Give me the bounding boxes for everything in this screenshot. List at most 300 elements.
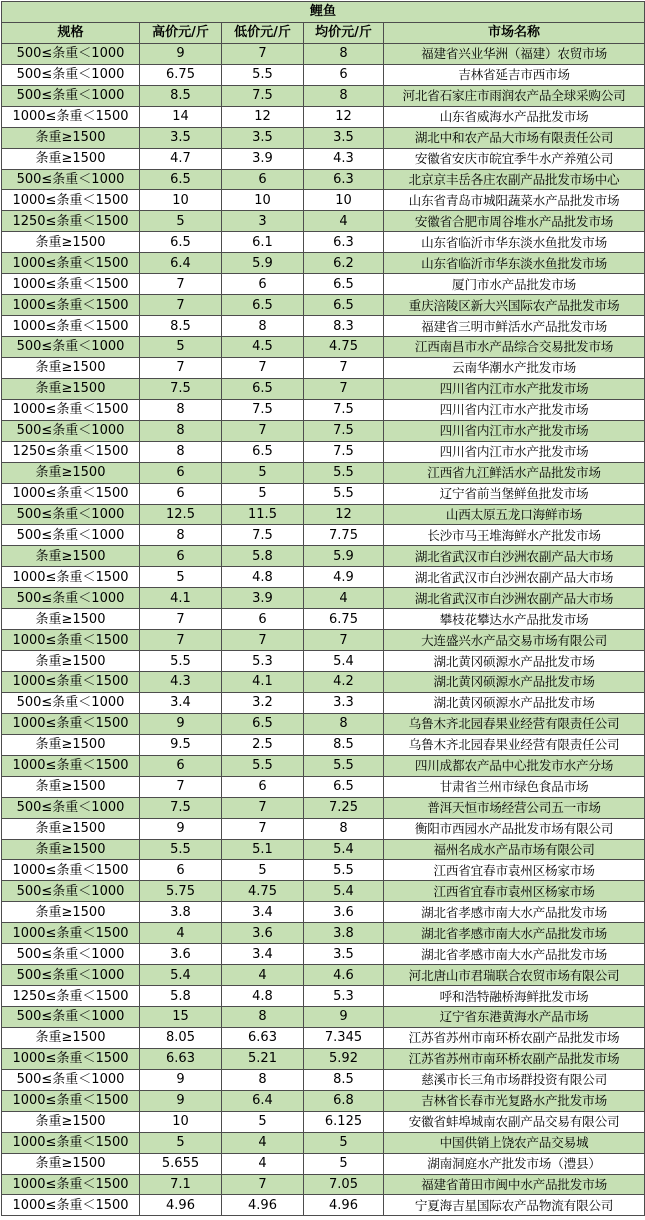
cell-high-price: 5: [140, 211, 222, 232]
cell-low-price: 6.5: [222, 441, 304, 462]
cell-low-price: 5.5: [222, 755, 304, 776]
cell-avg-price: 4.2: [304, 672, 384, 693]
cell-low-price: 6: [222, 609, 304, 630]
cell-spec: 1000≤条重＜1500: [2, 672, 140, 693]
cell-high-price: 8.5: [140, 85, 222, 106]
cell-market-name: 安徽省合肥市周谷堆水产品批发市场: [384, 211, 645, 232]
cell-low-price: 3: [222, 211, 304, 232]
cell-high-price: 6.4: [140, 253, 222, 274]
table-row: [2, 755, 645, 776]
cell-high-price: 5.5: [140, 651, 222, 672]
cell-market-name: 山西太原五龙口海鲜市场: [384, 504, 645, 525]
cell-high-price: 7: [140, 274, 222, 295]
header-avg-price: 均价元/斤: [304, 22, 384, 43]
cell-avg-price: 4.3: [304, 148, 384, 169]
cell-avg-price: 6.75: [304, 609, 384, 630]
cell-low-price: 3.9: [222, 148, 304, 169]
cell-market-name: 四川省内江市水产批发市场: [384, 441, 645, 462]
cell-high-price: 8: [140, 399, 222, 420]
cell-avg-price: 6.2: [304, 253, 384, 274]
cell-high-price: 5.5: [140, 839, 222, 860]
cell-market-name: 北京京丰岳各庄农副产品批发市场中心: [384, 169, 645, 190]
cell-spec: 500≤条重＜1000: [2, 797, 140, 818]
table-row: [2, 504, 645, 525]
cell-spec: 500≤条重＜1000: [2, 881, 140, 902]
cell-low-price: 2.5: [222, 734, 304, 755]
cell-high-price: 12.5: [140, 504, 222, 525]
table-row: [2, 902, 645, 923]
cell-avg-price: 7: [304, 357, 384, 378]
cell-spec: 条重≥1500: [2, 462, 140, 483]
table-row: [2, 253, 645, 274]
cell-high-price: 4.96: [140, 1195, 222, 1216]
cell-spec: 1000≤条重＜1500: [2, 1090, 140, 1111]
cell-spec: 500≤条重＜1000: [2, 43, 140, 64]
cell-low-price: 5.1: [222, 839, 304, 860]
cell-low-price: 6: [222, 169, 304, 190]
cell-spec: 条重≥1500: [2, 546, 140, 567]
cell-market-name: 湖北省孝感市南大水产品批发市场: [384, 944, 645, 965]
cell-spec: 1000≤条重＜1500: [2, 399, 140, 420]
cell-market-name: 云南华潮水产批发市场: [384, 357, 645, 378]
cell-low-price: 11.5: [222, 504, 304, 525]
cell-spec: 500≤条重＜1000: [2, 337, 140, 358]
cell-spec: 500≤条重＜1000: [2, 525, 140, 546]
cell-market-name: 四川省内江市水产批发市场: [384, 420, 645, 441]
table-row: [2, 462, 645, 483]
cell-low-price: 4.75: [222, 881, 304, 902]
cell-market-name: 山东省临沂市华东淡水鱼批发市场: [384, 253, 645, 274]
cell-low-price: 4: [222, 1153, 304, 1174]
cell-avg-price: 7.5: [304, 399, 384, 420]
cell-market-name: 湖北黄冈硕源水产品批发市场: [384, 651, 645, 672]
cell-low-price: 4: [222, 965, 304, 986]
cell-market-name: 吉林省延吉市西市场: [384, 64, 645, 85]
cell-market-name: 湖北省孝感市南大水产品批发市场: [384, 923, 645, 944]
cell-spec: 条重≥1500: [2, 1027, 140, 1048]
cell-market-name: 四川省内江市水产批发市场: [384, 399, 645, 420]
cell-market-name: 江西省宜春市袁州区杨家市场: [384, 860, 645, 881]
cell-avg-price: 6.5: [304, 274, 384, 295]
cell-spec: 1000≤条重＜1500: [2, 755, 140, 776]
cell-market-name: 湖北省孝感市南大水产品批发市场: [384, 902, 645, 923]
table-row: [2, 839, 645, 860]
cell-spec: 1250≤条重＜1500: [2, 211, 140, 232]
cell-low-price: 5.5: [222, 64, 304, 85]
cell-market-name: 湖北省武汉市白沙洲农副产品大市场: [384, 567, 645, 588]
cell-spec: 500≤条重＜1000: [2, 1069, 140, 1090]
cell-high-price: 3.6: [140, 944, 222, 965]
cell-spec: 条重≥1500: [2, 1153, 140, 1174]
cell-avg-price: 8: [304, 85, 384, 106]
cell-high-price: 15: [140, 1007, 222, 1028]
cell-avg-price: 7.345: [304, 1027, 384, 1048]
title-row: [2, 2, 645, 23]
cell-spec: 1000≤条重＜1500: [2, 316, 140, 337]
cell-spec: 条重≥1500: [2, 1111, 140, 1132]
table-row: [2, 169, 645, 190]
cell-avg-price: 4: [304, 588, 384, 609]
cell-market-name: 福建省三明市鲜活水产品批发市场: [384, 316, 645, 337]
cell-high-price: 6: [140, 755, 222, 776]
cell-high-price: 6.75: [140, 64, 222, 85]
table-row: [2, 923, 645, 944]
cell-market-name: 福建省莆田市闽中水产品批发市场: [384, 1174, 645, 1195]
table-row: [2, 295, 645, 316]
cell-high-price: 3.4: [140, 692, 222, 713]
cell-high-price: 7: [140, 609, 222, 630]
cell-high-price: 6.5: [140, 232, 222, 253]
cell-high-price: 4.3: [140, 672, 222, 693]
cell-market-name: 江苏省苏州市南环桥农副产品批发市场: [384, 1027, 645, 1048]
table-row: [2, 1153, 645, 1174]
table-row: [2, 211, 645, 232]
table-row: [2, 1048, 645, 1069]
cell-low-price: 4.8: [222, 986, 304, 1007]
table-row: [2, 1069, 645, 1090]
header-low-price: 低价元/斤: [222, 22, 304, 43]
cell-avg-price: 9: [304, 1007, 384, 1028]
table-row: [2, 378, 645, 399]
cell-high-price: 7: [140, 357, 222, 378]
table-row: [2, 567, 645, 588]
header-high-price: 高价元/斤: [140, 22, 222, 43]
table-row: [2, 818, 645, 839]
cell-low-price: 8: [222, 1069, 304, 1090]
cell-low-price: 6.5: [222, 378, 304, 399]
cell-avg-price: 5.5: [304, 860, 384, 881]
cell-low-price: 7.5: [222, 85, 304, 106]
cell-low-price: 7: [222, 818, 304, 839]
cell-avg-price: 5: [304, 1132, 384, 1153]
cell-avg-price: 8: [304, 43, 384, 64]
cell-low-price: 4: [222, 1132, 304, 1153]
cell-high-price: 5: [140, 337, 222, 358]
cell-high-price: 9: [140, 713, 222, 734]
cell-spec: 500≤条重＜1000: [2, 965, 140, 986]
cell-avg-price: 7.75: [304, 525, 384, 546]
cell-low-price: 3.2: [222, 692, 304, 713]
cell-spec: 条重≥1500: [2, 651, 140, 672]
cell-high-price: 8.5: [140, 316, 222, 337]
header-market-name: 市场名称: [384, 22, 645, 43]
table-row: [2, 316, 645, 337]
cell-low-price: 7: [222, 420, 304, 441]
cell-high-price: 4: [140, 923, 222, 944]
cell-avg-price: 5.4: [304, 881, 384, 902]
header-row: [2, 22, 645, 43]
cell-high-price: 5.75: [140, 881, 222, 902]
cell-market-name: 湖北省武汉市白沙洲农副产品大市场: [384, 588, 645, 609]
cell-spec: 500≤条重＜1000: [2, 420, 140, 441]
cell-market-name: 乌鲁木齐北园春果业经营有限责任公司: [384, 734, 645, 755]
table-row: [2, 525, 645, 546]
cell-high-price: 9: [140, 43, 222, 64]
cell-low-price: 7.5: [222, 525, 304, 546]
cell-market-name: 甘肃省兰州市绿色食品市场: [384, 776, 645, 797]
cell-spec: 1000≤条重＜1500: [2, 713, 140, 734]
cell-high-price: 5.4: [140, 965, 222, 986]
cell-spec: 1250≤条重＜1500: [2, 986, 140, 1007]
cell-low-price: 6.1: [222, 232, 304, 253]
cell-spec: 500≤条重＜1000: [2, 1007, 140, 1028]
cell-low-price: 3.6: [222, 923, 304, 944]
cell-low-price: 10: [222, 190, 304, 211]
cell-avg-price: 10: [304, 190, 384, 211]
cell-market-name: 长沙市马王堆海鲜水产批发市场: [384, 525, 645, 546]
table-row: [2, 1195, 645, 1216]
cell-market-name: 辽宁省东港黄海水产品市场: [384, 1007, 645, 1028]
cell-spec: 1000≤条重＜1500: [2, 567, 140, 588]
cell-spec: 条重≥1500: [2, 734, 140, 755]
cell-avg-price: 8.5: [304, 734, 384, 755]
cell-avg-price: 4.75: [304, 337, 384, 358]
table-row: [2, 483, 645, 504]
cell-high-price: 6.63: [140, 1048, 222, 1069]
cell-avg-price: 3.5: [304, 944, 384, 965]
cell-spec: 条重≥1500: [2, 609, 140, 630]
cell-avg-price: 7.5: [304, 441, 384, 462]
cell-spec: 500≤条重＜1000: [2, 85, 140, 106]
table-row: [2, 1174, 645, 1195]
cell-avg-price: 7.05: [304, 1174, 384, 1195]
cell-market-name: 大连盛兴水产品交易市场有限公司: [384, 630, 645, 651]
cell-low-price: 3.4: [222, 944, 304, 965]
cell-market-name: 湖北黄冈硕源水产品批发市场: [384, 672, 645, 693]
cell-market-name: 福建省兴业华洲（福建）农贸市场: [384, 43, 645, 64]
table-row: [2, 1007, 645, 1028]
cell-spec: 1000≤条重＜1500: [2, 274, 140, 295]
cell-high-price: 9.5: [140, 734, 222, 755]
cell-low-price: 6.4: [222, 1090, 304, 1111]
cell-high-price: 8.05: [140, 1027, 222, 1048]
cell-avg-price: 5.5: [304, 462, 384, 483]
table-row: [2, 420, 645, 441]
cell-low-price: 7: [222, 797, 304, 818]
cell-market-name: 山东省青岛市城阳蔬菜水产品批发市场: [384, 190, 645, 211]
cell-high-price: 5.8: [140, 986, 222, 1007]
cell-spec: 1000≤条重＜1500: [2, 1174, 140, 1195]
cell-avg-price: 7.5: [304, 420, 384, 441]
cell-market-name: 四川省内江市水产批发市场: [384, 378, 645, 399]
cell-spec: 500≤条重＜1000: [2, 504, 140, 525]
cell-high-price: 6: [140, 462, 222, 483]
cell-avg-price: 6.3: [304, 232, 384, 253]
cell-low-price: 8: [222, 316, 304, 337]
cell-avg-price: 3.3: [304, 692, 384, 713]
cell-low-price: 4.1: [222, 672, 304, 693]
table-row: [2, 881, 645, 902]
cell-avg-price: 3.8: [304, 923, 384, 944]
cell-high-price: 14: [140, 106, 222, 127]
cell-low-price: 3.5: [222, 127, 304, 148]
cell-low-price: 5.21: [222, 1048, 304, 1069]
cell-high-price: 6: [140, 860, 222, 881]
cell-market-name: 慈溪市长三角市场群投资有限公司: [384, 1069, 645, 1090]
table-row: [2, 274, 645, 295]
cell-low-price: 7: [222, 1174, 304, 1195]
cell-spec: 500≤条重＜1000: [2, 64, 140, 85]
table-row: [2, 1111, 645, 1132]
table-row: [2, 776, 645, 797]
cell-low-price: 6.5: [222, 295, 304, 316]
cell-avg-price: 5.92: [304, 1048, 384, 1069]
cell-spec: 条重≥1500: [2, 127, 140, 148]
cell-market-name: 吉林省长春市光复路水产批发市场: [384, 1090, 645, 1111]
cell-spec: 1000≤条重＜1500: [2, 630, 140, 651]
table-row: [2, 64, 645, 85]
table-title: 鲤鱼: [2, 2, 645, 23]
cell-low-price: 3.4: [222, 902, 304, 923]
cell-low-price: 6.63: [222, 1027, 304, 1048]
cell-spec: 1000≤条重＜1500: [2, 1195, 140, 1216]
table-row: [2, 546, 645, 567]
table-row: [2, 672, 645, 693]
cell-market-name: 湖北黄冈硕源水产品批发市场: [384, 692, 645, 713]
cell-spec: 1250≤条重＜1500: [2, 441, 140, 462]
cell-spec: 条重≥1500: [2, 357, 140, 378]
cell-high-price: 3.8: [140, 902, 222, 923]
cell-market-name: 厦门市水产品批发市场: [384, 274, 645, 295]
cell-avg-price: 8.5: [304, 1069, 384, 1090]
cell-avg-price: 4.96: [304, 1195, 384, 1216]
cell-high-price: 6.5: [140, 169, 222, 190]
table-row: [2, 127, 645, 148]
cell-market-name: 河北唐山市君瑞联合农贸市场有限公司: [384, 965, 645, 986]
cell-high-price: 6: [140, 546, 222, 567]
cell-spec: 条重≥1500: [2, 378, 140, 399]
cell-high-price: 4.1: [140, 588, 222, 609]
cell-high-price: 7: [140, 295, 222, 316]
cell-market-name: 山东省威海水产品批发市场: [384, 106, 645, 127]
cell-spec: 1000≤条重＜1500: [2, 923, 140, 944]
table-row: [2, 399, 645, 420]
table-row: [2, 860, 645, 881]
cell-avg-price: 5.9: [304, 546, 384, 567]
cell-high-price: 10: [140, 1111, 222, 1132]
cell-market-name: 福州名成水产品市场有限公司: [384, 839, 645, 860]
cell-market-name: 河北省石家庄市雨润农产品全球采购公司: [384, 85, 645, 106]
cell-market-name: 江西南昌市水产品综合交易批发市场: [384, 337, 645, 358]
cell-low-price: 5.8: [222, 546, 304, 567]
cell-low-price: 7.5: [222, 399, 304, 420]
cell-high-price: 9: [140, 818, 222, 839]
table-row: [2, 630, 645, 651]
cell-low-price: 6: [222, 274, 304, 295]
table-row: [2, 1132, 645, 1153]
cell-low-price: 3.9: [222, 588, 304, 609]
cell-market-name: 普洱天恒市场经营公司五一市场: [384, 797, 645, 818]
cell-spec: 1000≤条重＜1500: [2, 1048, 140, 1069]
cell-avg-price: 5.5: [304, 483, 384, 504]
cell-high-price: 4.7: [140, 148, 222, 169]
table-row: [2, 1027, 645, 1048]
cell-avg-price: 6.8: [304, 1090, 384, 1111]
cell-low-price: 7: [222, 43, 304, 64]
cell-avg-price: 5.5: [304, 755, 384, 776]
cell-avg-price: 6.3: [304, 169, 384, 190]
cell-high-price: 9: [140, 1069, 222, 1090]
cell-low-price: 4.96: [222, 1195, 304, 1216]
cell-market-name: 江西省九江鲜活水产品批发市场: [384, 462, 645, 483]
cell-avg-price: 5.4: [304, 651, 384, 672]
cell-avg-price: 6.5: [304, 776, 384, 797]
table-row: [2, 232, 645, 253]
price-table: [1, 1, 645, 1216]
cell-high-price: 7: [140, 630, 222, 651]
cell-market-name: 辽宁省前当堡鲜鱼批发市场: [384, 483, 645, 504]
table-row: [2, 85, 645, 106]
cell-spec: 条重≥1500: [2, 902, 140, 923]
cell-spec: 1000≤条重＜1500: [2, 295, 140, 316]
table-row: [2, 713, 645, 734]
cell-spec: 条重≥1500: [2, 818, 140, 839]
table-row: [2, 357, 645, 378]
cell-market-name: 湖北省武汉市白沙洲农副产品大市场: [384, 546, 645, 567]
cell-high-price: 5: [140, 1132, 222, 1153]
cell-spec: 条重≥1500: [2, 148, 140, 169]
header-spec: 规格: [2, 22, 140, 43]
cell-avg-price: 6: [304, 64, 384, 85]
cell-market-name: 山东省临沂市华东淡水鱼批发市场: [384, 232, 645, 253]
table-row: [2, 797, 645, 818]
cell-high-price: 8: [140, 420, 222, 441]
cell-low-price: 7: [222, 630, 304, 651]
cell-high-price: 7.5: [140, 378, 222, 399]
cell-avg-price: 7: [304, 378, 384, 399]
cell-avg-price: 5.4: [304, 839, 384, 860]
cell-avg-price: 5: [304, 1153, 384, 1174]
cell-high-price: 10: [140, 190, 222, 211]
table-row: [2, 965, 645, 986]
cell-market-name: 宁夏海吉星国际农产品物流有限公司: [384, 1195, 645, 1216]
cell-spec: 500≤条重＜1000: [2, 169, 140, 190]
cell-low-price: 4.5: [222, 337, 304, 358]
cell-low-price: 6.5: [222, 713, 304, 734]
cell-avg-price: 12: [304, 504, 384, 525]
cell-low-price: 7: [222, 357, 304, 378]
cell-spec: 1000≤条重＜1500: [2, 190, 140, 211]
cell-low-price: 8: [222, 1007, 304, 1028]
table-row: [2, 651, 645, 672]
cell-high-price: 8: [140, 441, 222, 462]
cell-spec: 条重≥1500: [2, 232, 140, 253]
cell-market-name: 乌鲁木齐北园春果业经营有限责任公司: [384, 713, 645, 734]
cell-avg-price: 3.5: [304, 127, 384, 148]
cell-market-name: 安徽省蚌埠城南农副产品交易有限公司: [384, 1111, 645, 1132]
table-row: [2, 609, 645, 630]
cell-high-price: 5: [140, 567, 222, 588]
cell-market-name: 重庆涪陵区新大兴国际农产品批发市场: [384, 295, 645, 316]
cell-high-price: 7: [140, 776, 222, 797]
cell-high-price: 7.5: [140, 797, 222, 818]
cell-spec: 1000≤条重＜1500: [2, 483, 140, 504]
cell-avg-price: 6.125: [304, 1111, 384, 1132]
cell-low-price: 5.9: [222, 253, 304, 274]
cell-low-price: 5: [222, 483, 304, 504]
cell-high-price: 5.655: [140, 1153, 222, 1174]
cell-spec: 1000≤条重＜1500: [2, 253, 140, 274]
cell-high-price: 3.5: [140, 127, 222, 148]
cell-market-name: 中国供销上饶农产品交易城: [384, 1132, 645, 1153]
cell-low-price: 4.8: [222, 567, 304, 588]
cell-market-name: 湖南洞庭水产批发市场（澧县）: [384, 1153, 645, 1174]
table-row: [2, 692, 645, 713]
table-row: [2, 944, 645, 965]
cell-spec: 500≤条重＜1000: [2, 944, 140, 965]
table-row: [2, 106, 645, 127]
table-row: [2, 1090, 645, 1111]
